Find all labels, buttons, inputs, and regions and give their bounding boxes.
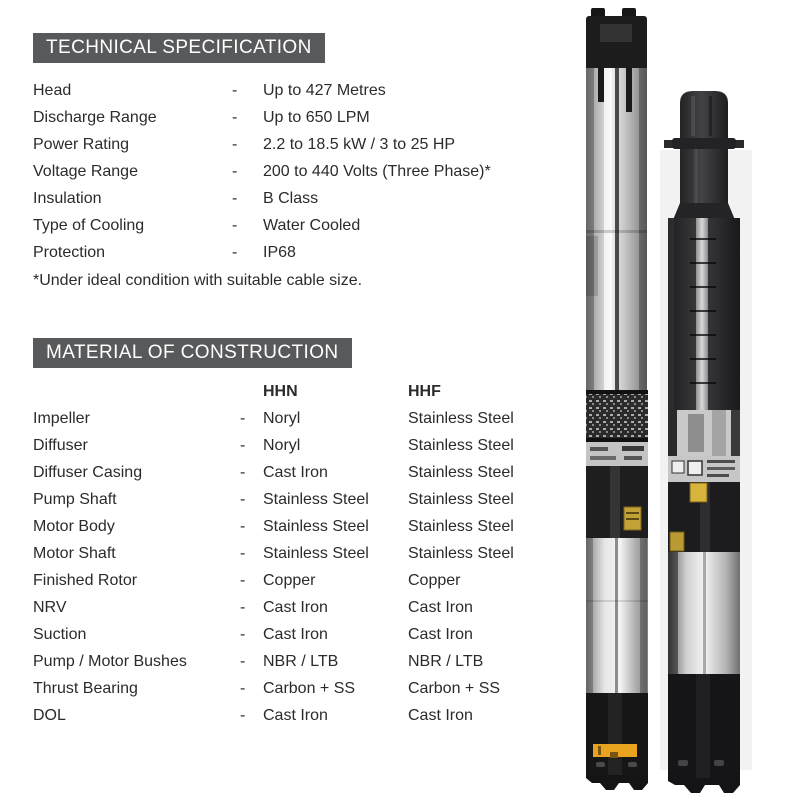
spec-row [33, 158, 553, 185]
material-separator: - [240, 598, 246, 616]
material-separator: - [240, 571, 246, 589]
material-label: Pump / Motor Bushes [33, 652, 187, 670]
pump-left [586, 8, 648, 790]
spec-separator: - [232, 108, 238, 126]
material-separator: - [240, 517, 246, 535]
spec-label: Head [33, 81, 72, 99]
spec-label: Discharge Range [33, 108, 157, 126]
spec-value: IP68 [263, 243, 296, 261]
material-label: Impeller [33, 409, 90, 427]
material-label: NRV [33, 598, 67, 616]
material-label: Diffuser Casing [33, 463, 143, 481]
material-hhn-value: Cast Iron [263, 706, 328, 724]
material-hhn-value: Stainless Steel [263, 517, 369, 535]
material-separator: - [240, 652, 246, 670]
spec-separator: - [232, 135, 238, 153]
material-hhf-value: Copper [408, 571, 461, 589]
material-hhn-value: Copper [263, 571, 316, 589]
material-hhf-value: Stainless Steel [408, 463, 514, 481]
material-hhf-value: Stainless Steel [408, 409, 514, 427]
column-header-hhf: HHF [408, 382, 441, 400]
material-separator: - [240, 409, 246, 427]
spec-row [33, 77, 553, 104]
spec-value: 200 to 440 Volts (Three Phase)* [263, 162, 491, 180]
material-separator: - [240, 463, 246, 481]
material-hhf-value: Stainless Steel [408, 436, 514, 454]
material-hhf-value: Stainless Steel [408, 544, 514, 562]
spec-separator: - [232, 81, 238, 99]
material-hhf-value: Cast Iron [408, 625, 473, 643]
material-hhf-value: Cast Iron [408, 598, 473, 616]
material-separator: - [240, 706, 246, 724]
material-hhf-value: Cast Iron [408, 706, 473, 724]
material-row [33, 567, 560, 594]
spec-separator: - [232, 216, 238, 234]
material-row [33, 540, 560, 567]
spec-row [33, 104, 553, 131]
material-label: Diffuser [33, 436, 88, 454]
spec-value: Up to 650 LPM [263, 108, 370, 126]
material-separator: - [240, 436, 246, 454]
material-row [33, 513, 560, 540]
material-hhn-value: Carbon + SS [263, 679, 356, 697]
material-row [33, 648, 560, 675]
spec-label: Protection [33, 243, 106, 261]
material-separator: - [240, 679, 246, 697]
spec-row [33, 131, 553, 158]
column-header-hhn: HHN [263, 382, 298, 400]
technical-specification-title: TECHNICAL SPECIFICATION [33, 33, 325, 63]
material-row [33, 432, 560, 459]
material-row [33, 459, 560, 486]
spec-value: Water Cooled [263, 216, 361, 234]
material-label: Motor Shaft [33, 544, 116, 562]
spec-footnote: *Under ideal condition with suitable cable size. [33, 272, 363, 289]
spec-label: Voltage Range [33, 162, 138, 180]
material-separator: - [240, 544, 246, 562]
spec-row [33, 185, 553, 212]
material-separator: - [240, 625, 246, 643]
material-row [33, 405, 560, 432]
material-hhn-value: Cast Iron [263, 625, 328, 643]
material-row [33, 675, 560, 702]
spec-separator: - [232, 189, 238, 207]
spec-row [33, 212, 553, 239]
technical-spec-list [33, 77, 553, 294]
material-label: Pump Shaft [33, 490, 117, 508]
material-hhf-value: Stainless Steel [408, 517, 514, 535]
material-label: DOL [33, 706, 66, 724]
material-row [33, 486, 560, 513]
product-image-pumps [560, 0, 800, 800]
spec-value: B Class [263, 189, 319, 207]
material-row [33, 702, 560, 729]
spec-separator: - [232, 243, 238, 261]
material-hhf-value: Stainless Steel [408, 490, 514, 508]
spec-row [33, 239, 553, 266]
material-table [33, 378, 560, 729]
material-separator: - [240, 490, 246, 508]
material-hhn-value: Stainless Steel [263, 490, 369, 508]
material-hhn-value: Cast Iron [263, 598, 328, 616]
material-label: Thrust Bearing [33, 679, 138, 697]
material-of-construction-title: MATERIAL OF CONSTRUCTION [33, 338, 352, 368]
spec-label: Power Rating [33, 135, 130, 153]
pump-right [660, 91, 752, 793]
spec-label: Type of Cooling [33, 216, 145, 234]
material-row [33, 594, 560, 621]
spec-label: Insulation [33, 189, 102, 207]
spec-value: 2.2 to 18.5 kW / 3 to 25 HP [263, 135, 456, 153]
material-hhf-value: Carbon + SS [408, 679, 501, 697]
material-hhn-value: Cast Iron [263, 463, 328, 481]
material-row [33, 621, 560, 648]
material-hhn-value: NBR / LTB [263, 652, 339, 670]
spec-value: Up to 427 Metres [263, 81, 386, 99]
material-column-header-row [33, 378, 560, 405]
pump-right-sticker [690, 483, 707, 502]
material-hhn-value: Noryl [263, 409, 301, 427]
material-label: Finished Rotor [33, 571, 138, 589]
material-label: Suction [33, 625, 87, 643]
material-label: Motor Body [33, 517, 115, 535]
material-hhf-value: NBR / LTB [408, 652, 484, 670]
material-hhn-value: Noryl [263, 436, 301, 454]
spec-separator: - [232, 162, 238, 180]
material-hhn-value: Stainless Steel [263, 544, 369, 562]
